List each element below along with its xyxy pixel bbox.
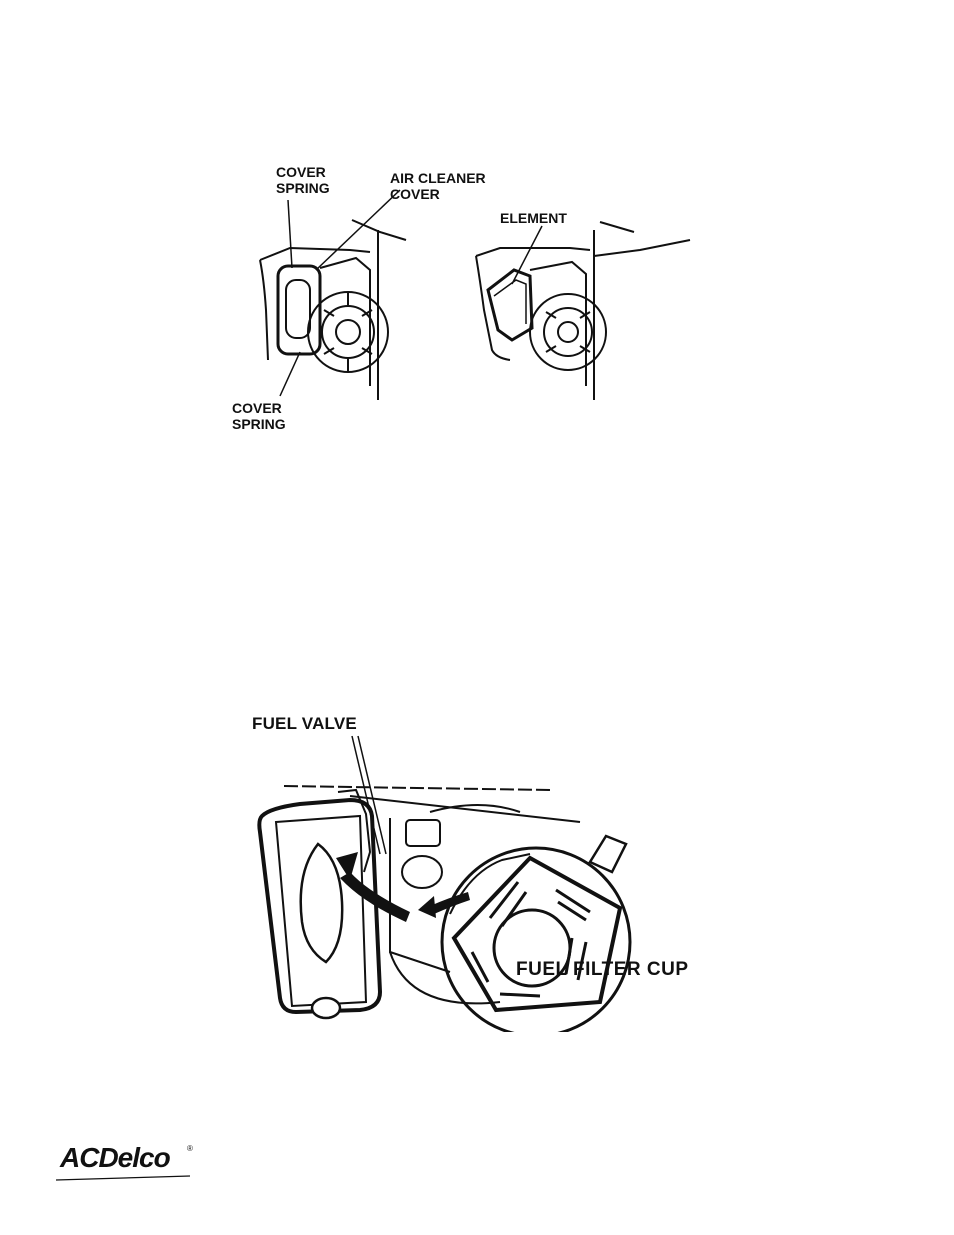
label-cover-spring-bottom-line1: COVER — [232, 400, 282, 416]
air-cleaner-right-drawing — [476, 222, 690, 400]
label-fuel-valve: FUEL VALVE — [252, 714, 357, 733]
air-cleaner-illustration — [230, 160, 710, 440]
label-cover-spring-bottom — [232, 400, 286, 432]
label-cover-spring-bottom-line2: SPRING — [232, 416, 286, 432]
label-air-cleaner-cover-line1: AIR CLEANER — [390, 170, 486, 186]
label-air-cleaner-cover-line2: COVER — [390, 186, 440, 202]
label-cover-spring-top-line1: COVER — [276, 164, 326, 180]
fuel-valve-figure — [240, 712, 710, 1032]
label-element: ELEMENT — [500, 210, 567, 226]
label-air-cleaner-cover — [390, 170, 486, 202]
registered-mark: ® — [187, 1144, 193, 1153]
acdelco-logo — [56, 1140, 196, 1180]
air-cleaner-left-drawing — [260, 190, 406, 400]
rotation-arrows — [336, 852, 470, 922]
logo-wordmark: ACDelco — [60, 1142, 170, 1173]
label-cover-spring-top — [276, 164, 330, 196]
fuel-valve-illustration — [240, 712, 710, 1032]
label-cover-spring-top-line2: SPRING — [276, 180, 330, 196]
label-fuel-filter-cup: FUEL FILTER CUP — [516, 959, 689, 980]
air-cleaner-figure — [230, 160, 710, 440]
logo-underline — [56, 1175, 196, 1181]
